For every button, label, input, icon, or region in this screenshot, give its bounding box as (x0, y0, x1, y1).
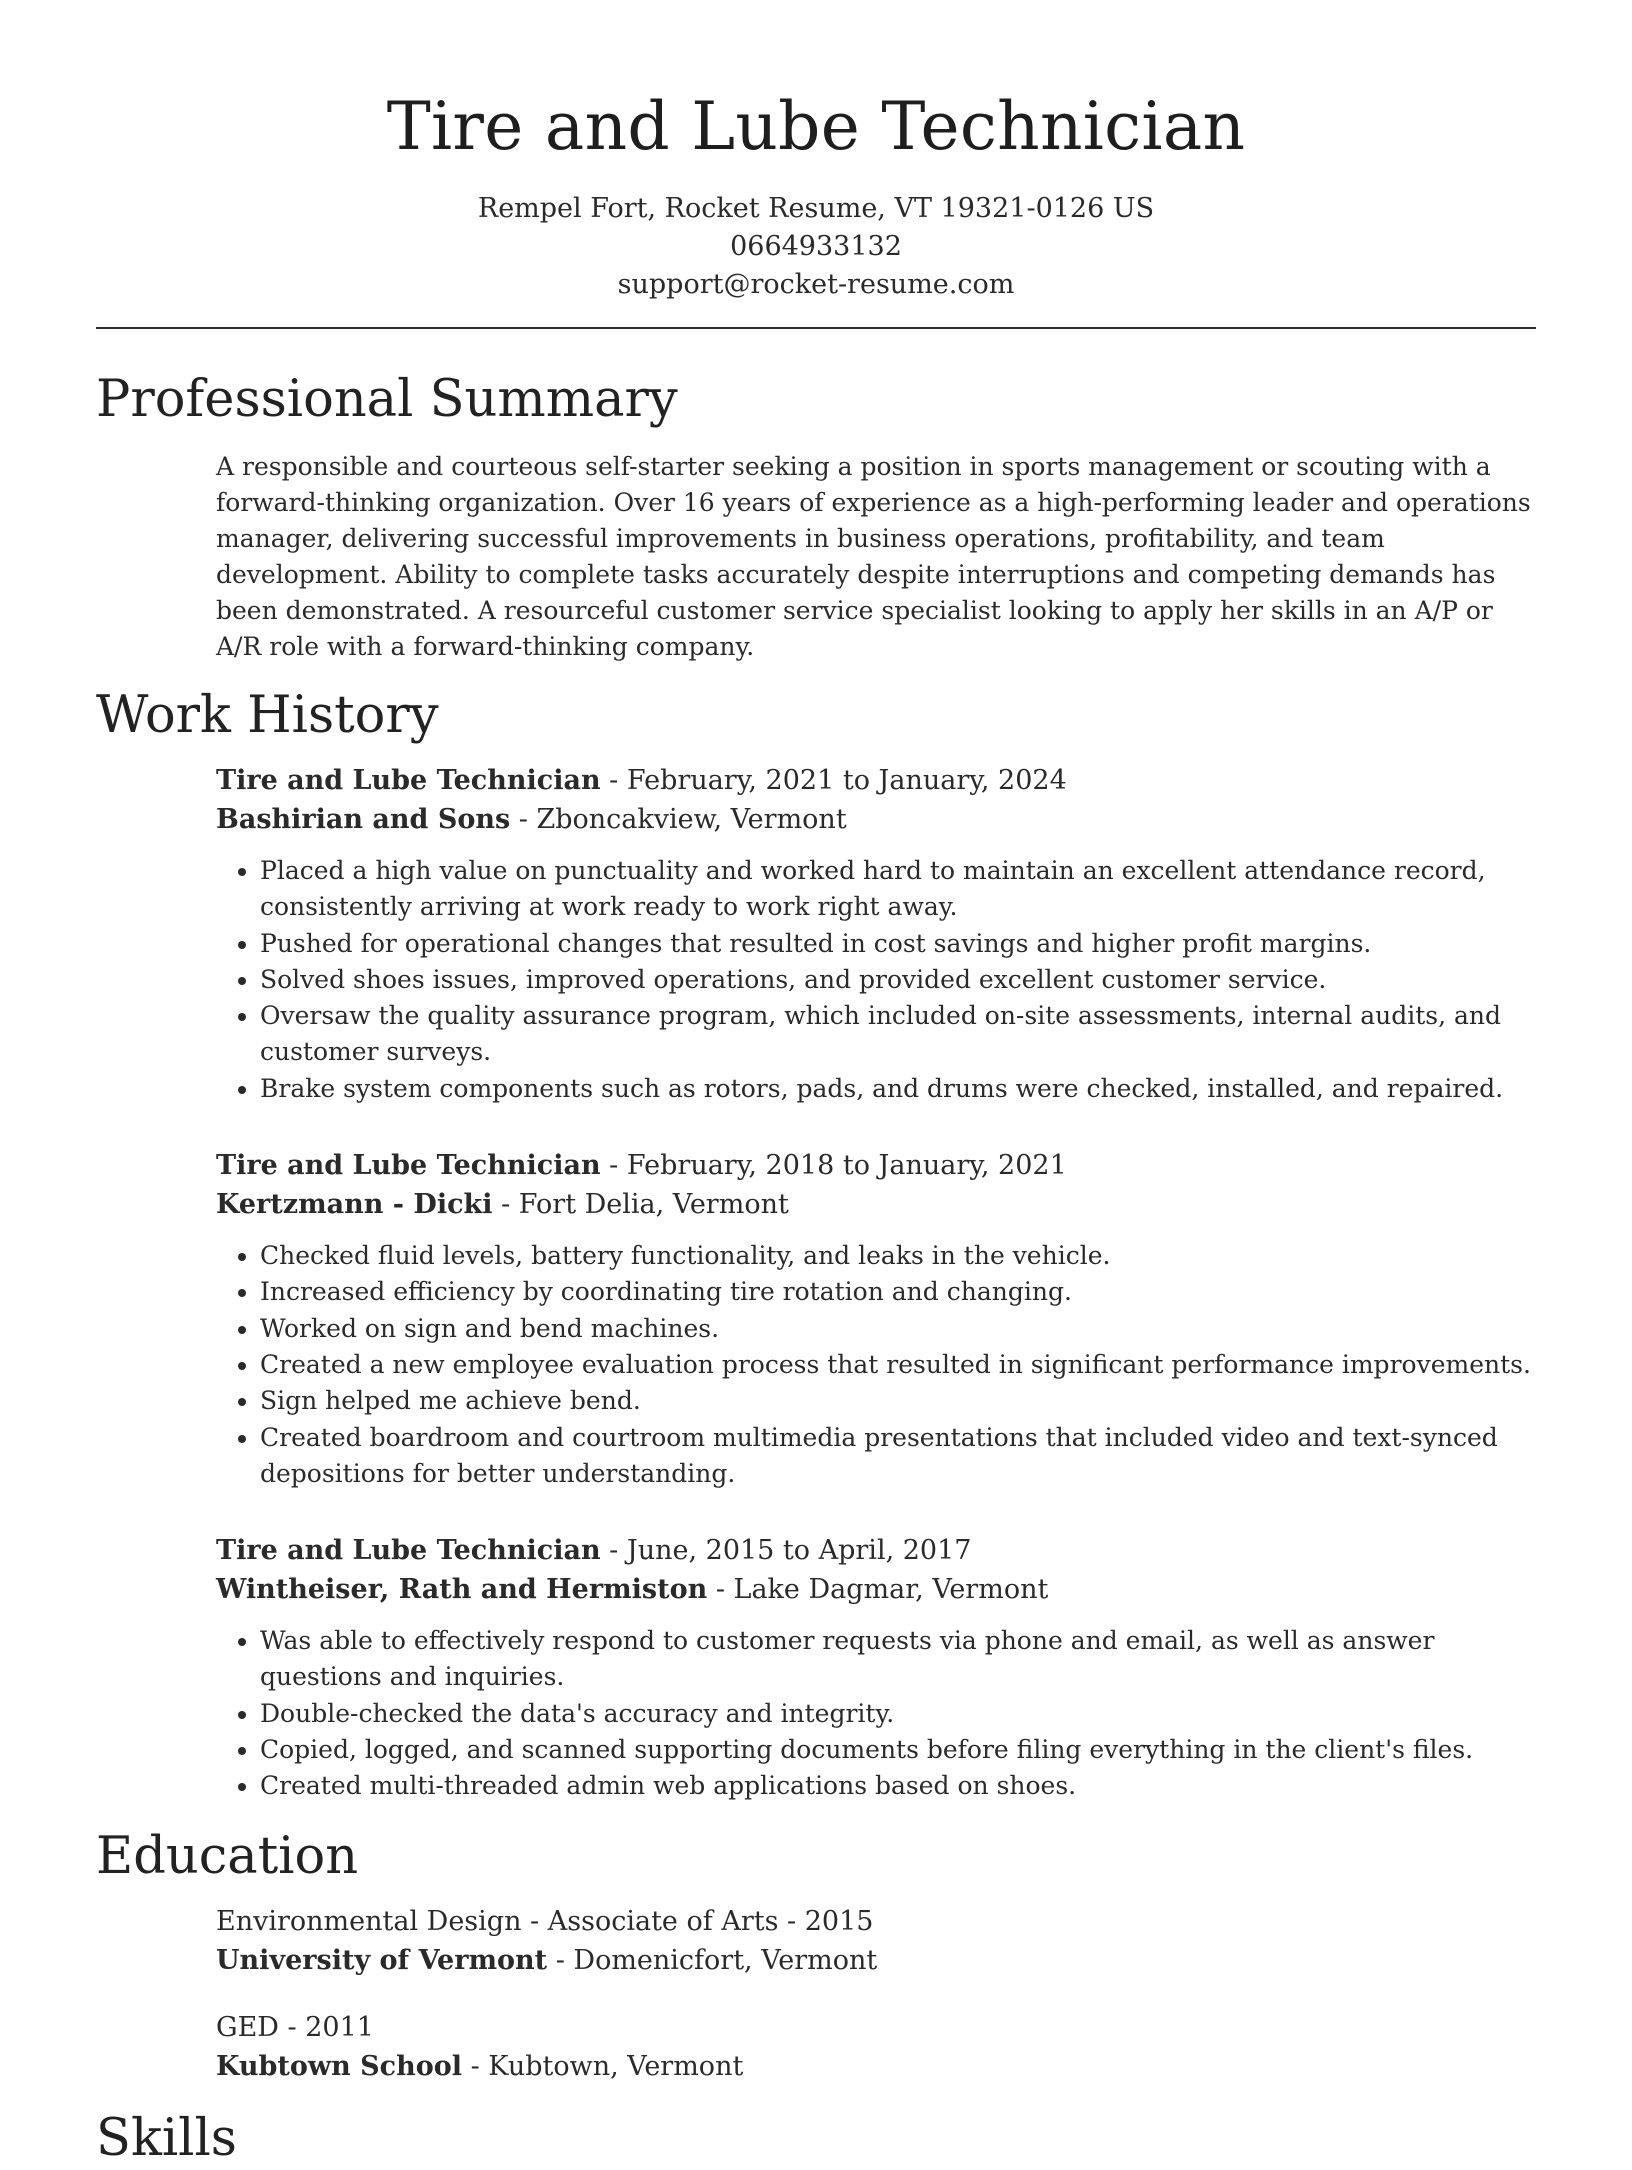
job-entry (216, 1146, 1536, 1492)
job-duties (216, 853, 1536, 1107)
summary-text: A responsible and courteous self-starter seeking a position in sports management or scouting with a forward-thinking organization. Over 16 years of experience as a high-performing leader and operations manager, delivering successful improvements in business operations, profitability, and team development. Ability to complete tasks accurately despite interruptions and competing demands has been demonstrated. A resourceful customer service specialist looking to apply her skills in an A/P or A/R role with a forward-thinking company. (216, 452, 1531, 661)
education-school: Kubtown School (216, 2050, 462, 2082)
job-title-line: Tire and Lube Technician - February, 2021 to January, 2024 (216, 765, 1067, 796)
education-school-line: Kubtown School - Kubtown, Vermont (216, 2050, 744, 2082)
job-dates: June, 2015 to April, 2017 (626, 1535, 972, 1567)
job-title-line: Tire and Lube Technician - February, 2018 to January, 2021 (216, 1150, 1067, 1182)
job-company: Kertzmann - Dicki (216, 1189, 493, 1221)
education-entry (216, 2008, 1536, 2086)
job-location: Zboncakview, Vermont (536, 804, 847, 835)
job-duties (216, 1623, 1536, 1804)
job-entry (216, 761, 1536, 1107)
job-duties (216, 1238, 1536, 1492)
header-divider (96, 327, 1536, 329)
summary-heading: Professional Summary (96, 370, 678, 429)
education-degree: Environmental Design - Associate of Arts - 2015 (216, 1905, 874, 1937)
duty-item: • Placed a high value on punctuality and worked hard to maintain an excellent attendance record, consistently arriving at work ready to work right away. (260, 853, 1536, 926)
education-entry (216, 1902, 1536, 1980)
duty-item: • Solved shoes issues, improved operations, and provided excellent customer service. (260, 962, 1536, 998)
job-position: Tire and Lube Technician (216, 1535, 601, 1567)
duty-item: • Sign helped me achieve bend. (260, 1383, 1536, 1419)
duty-item: • Created a new employee evaluation process that resulted in significant performance improvements. (260, 1347, 1536, 1383)
contact-block (96, 190, 1536, 304)
education-degree: GED - 2011 (216, 2011, 374, 2043)
job-dates: February, 2021 to January, 2024 (626, 765, 1067, 796)
education-location: Kubtown, Vermont (488, 2050, 744, 2082)
job-title-line: Tire and Lube Technician - June, 2015 to April, 2017 (216, 1535, 972, 1567)
education-school-line: University of Vermont - Domenicfort, Vermont (216, 1944, 878, 1976)
duty-item: • Brake system components such as rotors, pads, and drums were checked, installed, and repaired. (260, 1071, 1536, 1107)
duty-item: • Checked fluid levels, battery functionality, and leaks in the vehicle. (260, 1238, 1536, 1274)
job-company: Wintheiser, Rath and Hermiston (216, 1574, 708, 1606)
education-heading: Education (96, 1826, 359, 1886)
job-position: Tire and Lube Technician (216, 765, 601, 796)
job-company-line: Kertzmann - Dicki - Fort Delia, Vermont (216, 1189, 789, 1221)
contact-email: support@rocket-resume.com (617, 269, 1015, 300)
job-position: Tire and Lube Technician (216, 1150, 601, 1182)
job-dates: February, 2018 to January, 2021 (626, 1150, 1067, 1182)
job-location: Lake Dagmar, Vermont (733, 1574, 1049, 1606)
job-company: Bashirian and Sons (216, 804, 511, 835)
duty-item: • Increased efficiency by coordinating tire rotation and changing. (260, 1274, 1536, 1310)
duty-item: • Pushed for operational changes that resulted in cost savings and higher profit margins. (260, 926, 1536, 962)
job-company-line: Bashirian and Sons - Zboncakview, Vermont (216, 804, 847, 835)
duty-item: • Copied, logged, and scanned supporting documents before filing everything in the client's files. (260, 1732, 1536, 1768)
job-location: Fort Delia, Vermont (518, 1189, 789, 1221)
duty-item: • Created multi-threaded admin web applications based on shoes. (260, 1768, 1536, 1804)
resume-name: Tire and Lube Technician (386, 88, 1246, 165)
resume-page (96, 0, 1536, 2170)
job-entry (216, 1531, 1536, 1804)
skills-heading: Skills (96, 2108, 237, 2168)
duty-item: • Double-checked the data's accuracy and integrity. (260, 1696, 1536, 1732)
work-history-heading: Work History (96, 686, 439, 745)
duty-item: • Created boardroom and courtroom multimedia presentations that included video and text-synced depositions for better understanding. (260, 1420, 1536, 1493)
education-school: University of Vermont (216, 1944, 548, 1976)
duty-item: • Was able to effectively respond to customer requests via phone and email, as well as answer questions and inquiries. (260, 1623, 1536, 1696)
duty-item: • Worked on sign and bend machines. (260, 1311, 1536, 1347)
contact-address: Rempel Fort, Rocket Resume, VT 19321-0126 US (477, 193, 1155, 224)
education-location: Domenicfort, Vermont (573, 1944, 878, 1976)
job-company-line: Wintheiser, Rath and Hermiston - Lake Dagmar, Vermont (216, 1574, 1049, 1606)
contact-phone: 0664933132 (730, 231, 902, 262)
duty-item: • Oversaw the quality assurance program, which included on-site assessments, internal audits, and customer surveys. (260, 998, 1536, 1071)
